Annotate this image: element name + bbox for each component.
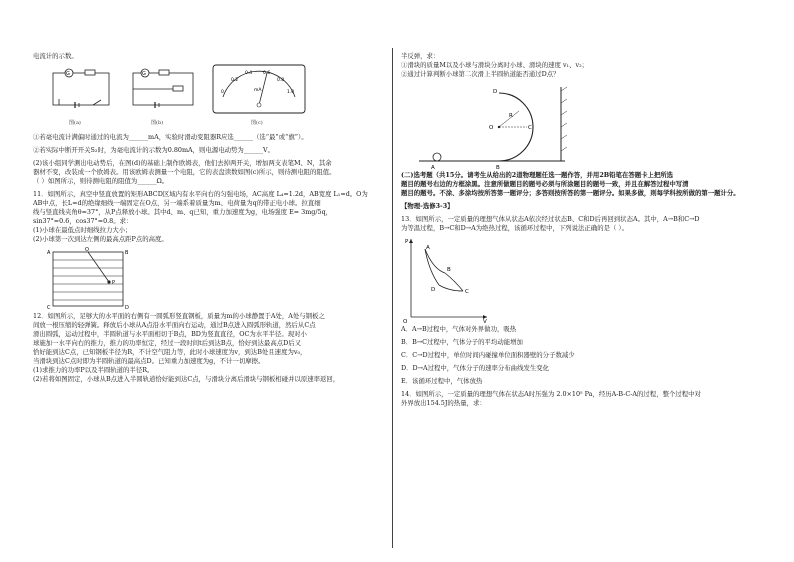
left-column — [33, 52, 385, 384]
right-line: 半反弹，求： — [401, 52, 440, 60]
axis-v: V — [483, 319, 487, 323]
origin-o: O — [403, 319, 408, 323]
caption-c: 图(c) — [251, 120, 263, 126]
state-B: B — [447, 267, 451, 273]
question-line: ①若毫电流计满偏时通过的电流为______mA，实验时滑动变阻器R应选______（选“最”或“旗”）。 — [33, 133, 308, 141]
pv-diagram — [403, 235, 493, 323]
option-c: C．C→D过程中，单位时间内碰撞单位面积器壁的分子数减少 — [401, 351, 575, 359]
label-A: A — [47, 250, 51, 256]
circuit-diagram-a — [49, 65, 115, 115]
label-D: D — [125, 305, 129, 311]
circuit-diagram-b — [129, 65, 199, 115]
caption-a: 图(a) — [69, 120, 81, 126]
problem-12-line: (2)若将如图固定，小球从B点进入半圆轨道恰好能到达C点，与滑块分离后滑块与钢板相碰并以原速率返回， — [33, 375, 340, 383]
tick-0: 0 — [221, 90, 224, 95]
problem-11-line: 11．如图所示，真空中竖直放置的矩形ABCD区域内有水平向右的匀强电场，AC高度 L₄=1.2d，AB宽度 L₁=d。O为 — [33, 190, 368, 198]
right-line: ①滑块的质量M以及小球与滑块分离时小球、滑块的速度 v₁、v₂； — [401, 61, 589, 69]
label-P: P — [112, 280, 116, 286]
question-line: （ ）如图所示，则待测电阻的阻值为______Ω。 — [33, 177, 169, 185]
state-C: C — [465, 289, 469, 295]
problem-12-line: 当滑块到达C点时即为半圆轨道的最高点D。已知重力加速度为g，不计一切摩擦。 — [33, 357, 265, 365]
intro-line: 电流计的示数。 — [33, 52, 78, 60]
problem-14-line: 外界放出154.5J的热量，求： — [401, 399, 486, 407]
problem-13-line: 为等温过程，B→C和D→A为绝热过程，该循环过程中，下列说法正确的是（ ）。 — [401, 224, 628, 232]
right-column — [401, 52, 763, 408]
label-D: D — [493, 89, 498, 95]
label-O: O — [85, 247, 89, 253]
svg-text:G: G — [142, 71, 146, 77]
section-instructions: 题目的题号。不涂、多涂均按所答第一题评分；多答则按所答的第一题评分。如果多做，则每学科按所做的第一题计分。 — [401, 189, 740, 197]
option-e: E．该循环过程中，气体放热 — [401, 377, 483, 385]
problem-14-line: 14．如图所示，一定质量的理想气体在状态A时压强为 2.0×10⁵ Pa，经历A-B-C-A的过程，整个过程中对 — [401, 390, 701, 398]
problem-12-line: 滑出圆弧，运动过程中，半圆轨道与水平面相切于B点，BD为竖直直径，OC为水平半径。现对小 — [33, 330, 307, 338]
svg-text:G: G — [66, 71, 70, 77]
state-A: A — [426, 245, 430, 251]
label-B: B — [496, 165, 500, 169]
question-line: ②若实际中断开开关S₂时，为毫电流计的示数为0.80mA，则电源电动势为______V。 — [33, 146, 274, 154]
problem-11-line: (2)小球第一次到达左侧的最高点距P点的高度。 — [33, 235, 168, 243]
right-line: ②通过计算判断小球第二次滑上半圆轨道能否通过D点？ — [401, 70, 560, 78]
tick-1: 0.2 — [231, 78, 239, 83]
problem-12-line: (1)求推力的功率P以及半圆轨道的半径R。 — [33, 366, 154, 374]
electric-field-figure — [45, 246, 135, 312]
option-a: A．A→B过程中，气体对外界做功，吸热 — [401, 325, 517, 333]
tick-2: 0.4 — [245, 71, 253, 76]
question-line: 器材不变，改装成一个欧姆表。用该欧姆表测量一个电阻，它的表盘读数如图(c)所示，则待测电阻的阻值。 — [33, 168, 336, 176]
problem-11-line: sin37°=0.6，cos37°=0.8。求： — [33, 217, 133, 225]
problem-11-line: 线与竖直线夹角θ=37°，从P点释放小球。其中d、m、q已知，重力加速度为g，电场强度 E= 3mg/5q， — [33, 208, 333, 216]
label-O: O — [489, 125, 494, 131]
problem-12-line: 12．如图所示，足够大的水平面的右侧有一圆弧形竖直钢板，质量为m的小球静置于A处，A处与钢板之 — [33, 312, 325, 320]
section-heading: 【物理-选修3-3】 — [401, 202, 454, 210]
tick-3: 0.6 — [263, 71, 271, 76]
axis-p: P — [405, 239, 409, 245]
problem-13-line: 13．如图所示，一定质量的理想气体从状态A依次经过状态B、C和D后再回到状态A。其中，A→B和C→D — [401, 215, 700, 223]
question-line: (2)该小组同学测出电动势后，在图(d)的基础上制作欧姆表，他们去掉两开关，增加两支表笔M、N，其余 — [33, 159, 332, 167]
label-C: C — [528, 125, 532, 131]
problem-12-line: 恰好能到达C点，已知钢板半径为R，不计空气阻力等，此时小球速度为v，到达B处且速度为v₀， — [33, 348, 307, 356]
figure-row — [33, 61, 385, 133]
option-b: B．B→C过程中，气体分子的平均动能增加 — [401, 338, 523, 346]
figure-11-wrap — [33, 244, 385, 312]
problem-11-line: (1)小球在最低点时细线拉力大小； — [33, 226, 132, 234]
problem-11-line: AB中点，长L=d的绝缘细线一端固定在O点，另一端系着质量为m、电荷量为q的带正电小球。拉直细 — [33, 199, 321, 207]
label-A: A — [431, 165, 435, 169]
label-B: B — [125, 250, 129, 256]
column-divider — [392, 48, 393, 548]
option-d: D．D→A过程中，气体分子的速率分布曲线发生变化 — [401, 364, 550, 372]
label-R: R — [509, 113, 513, 119]
ammeter-dial-c — [209, 61, 309, 119]
caption-b: 图(b) — [151, 120, 164, 126]
state-D: D — [431, 287, 436, 293]
tick-5: 1.0 — [287, 90, 295, 95]
problem-12-line: 球施加一水平向右的推力，推力的功率恒定，经过一段时间t后到达B点，恰好到达最高点D后又 — [33, 339, 302, 347]
problem-12-line: 间放一根压缩的轻弹簧。释放后小球从A点沿水平面向右运动，通过B点进入圆弧形轨道，然后从C点 — [33, 321, 316, 329]
section-instructions: (二)选考题（共15分。请考生从给出的2道物理题任选一题作答，并用2B铅笔在答题卡上把所选 — [401, 171, 674, 179]
section-instructions: 题目的题号右边的方框涂黑。注意所做题目的题号必须与所涂题目的题号一致，并且在解答过程中写清 — [401, 180, 689, 188]
semicircle-track-figure — [415, 81, 585, 169]
label-C: C — [47, 305, 51, 311]
pv-graph-wrap — [401, 233, 763, 325]
meter-unit: mA — [254, 88, 262, 93]
track-figure-wrap — [401, 79, 763, 171]
tick-4: 0.8 — [277, 78, 285, 83]
